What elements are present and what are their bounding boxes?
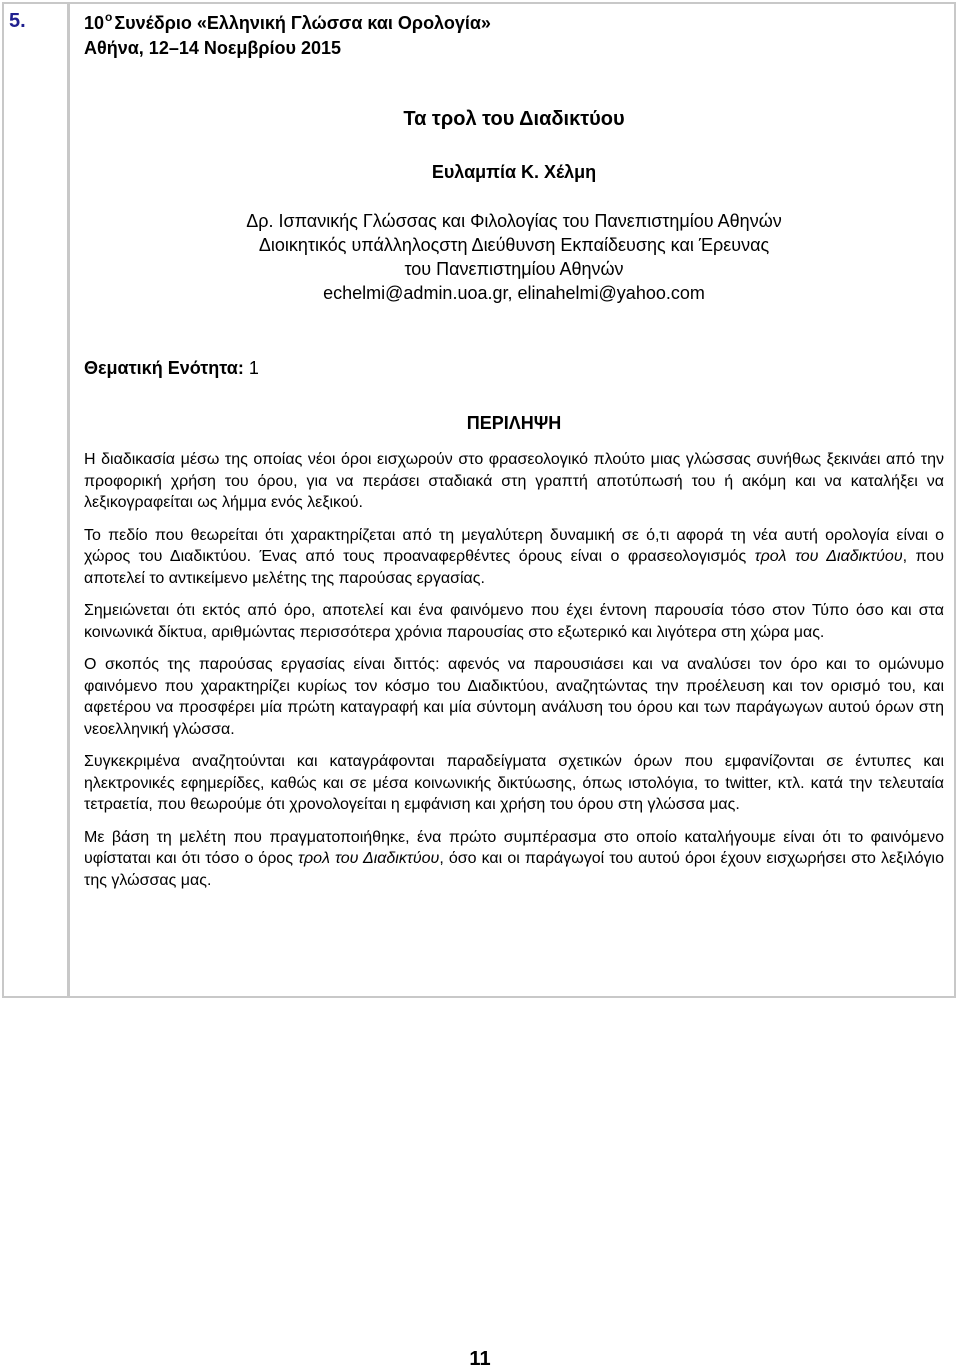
paragraph-2-text-b: , που αποτελεί το αντικείμενο μελέτης της παρούσας εργασίας. — [84, 548, 944, 587]
thematic-unit-value: 1 — [248, 358, 259, 378]
author-name: Ευλαμπία Κ. Χέλμη — [431, 162, 597, 182]
abstract-paragraph-6 — [84, 827, 944, 892]
author-emails: echelmi@admin.uoa.gr, elinahelmi@yahoo.com — [323, 283, 705, 303]
paragraph-6-italic-term: τρολ του Διαδικτύου — [298, 850, 440, 867]
abstract-body — [84, 449, 944, 902]
paragraph-6-text-b: , όσο και οι παράγωγοί του αυτού όροι έχουν εισχωρήσει στο λεξιλόγιο της γλώσσας μας. — [84, 850, 944, 889]
conference-title — [84, 10, 491, 34]
thematic-unit — [84, 358, 259, 379]
page-number: 11 — [469, 1348, 491, 1370]
abstract-paragraph-2 — [84, 525, 944, 590]
abstract-paragraph-4: Ο σκοπός της παρούσας εργασίας είναι διττός: αφενός να παρουσιάσει και να αναλύσει τον όρο και το ομώνυμο φαινόμενο που χαρακτηρίζει κυρίως τον κόσμο του Διαδικτύου, αναζητώντας την προέλευση και τον ορισμό του, και αφετέρου να προσφέρει μία πρώτη καταγραφή και μία σύντομη ανάλυση του όρου και των παράγωγων αυτού όρων στη νεοελληνική γλώσσα. — [84, 656, 944, 738]
affiliation-line-2: Διοικητικός υπάλληλοςστη Διεύθυνση Εκπαίδευσης και Έρευνας — [258, 235, 770, 255]
paragraph-2-text-a: Το πεδίο που θεωρείται ότι χαρακτηρίζεται από τη μεγαλύτερη δυναμική σε ό,τι αφορά τη νέα αυτή ορολογία είναι ο χώρος του Διαδικτύου. Ένας από τους προαναφερθέντες όρους είναι ο φρασεολογισμός — [84, 526, 944, 565]
abstract-paragraph-1: Η διαδικασία μέσω της οποίας νέοι όροι εισχωρούν στο φρασεολογικό πλούτο μιας γλώσσας συνήθως ξεκινάει από την προφορική χρήση του όρου, για να περάσει σταδιακά στη γραπτή αποτύπωσή του ή ακόμη και να καταλήξει να λεξικογραφείται ως λήμμα ενός λεξικού. — [84, 451, 944, 511]
abstract-paragraph-3: Σημειώνεται ότι εκτός από όρο, αποτελεί και ένα φαινόμενο που έχει έντονη παρουσία τόσο στον Τύπο όσο και στα κοινωνικά δίκτυα, αριθμώντας περισσότερα χρόνια παρουσίας στο εξωτερικό και λιγότερα στη χώρα μας. — [84, 602, 944, 641]
thematic-unit-label: Θεματική Ενότητα: — [84, 358, 244, 378]
affiliation-line-3: του Πανεπιστημίου Αθηνών — [404, 259, 624, 279]
conference-number: 10 — [84, 13, 105, 33]
abstract-heading: ΠΕΡΙΛΗΨΗ — [466, 413, 562, 433]
paper-title: Τα τρολ του Διαδικτύου — [403, 108, 625, 130]
conference-ordinal: ο — [105, 10, 113, 24]
conference-name: Συνέδριο «Ελληνική Γλώσσα και Ορολογία» — [114, 13, 491, 33]
section-number: 5. — [9, 10, 26, 32]
section-number-column — [2, 2, 70, 998]
abstract-paragraph-5: Συγκεκριμένα αναζητούνται και καταγράφονται παραδείγματα σχετικών όρων που εμφανίζονται σε έντυπες και ηλεκτρονικές εφημερίδες, καθώς και σε μέσα κοινωνικής δικτύωσης, όπως ιστολόγια, το twitter, κτλ. κατά την τελευταία τετραετία, που θεωρούμε ότι χρονολογείται η εμφάνιση και χρήση του όρου στη γλώσσα μας. — [84, 753, 944, 813]
conference-date: Αθήνα, 12–14 Νοεμβρίου 2015 — [84, 38, 342, 58]
paragraph-6-text-a: Με βάση τη μελέτη που πραγματοποιήθηκε, ένα πρώτο συμπέρασμα στο οποίο καταλήγουμε είναι ότι το φαινόμενο υφίσταται και ότι τόσο ο όρος — [84, 828, 944, 867]
paragraph-2-italic-term: τρολ του Διαδικτύου — [754, 548, 903, 565]
affiliation-line-1: Δρ. Ισπανικής Γλώσσας και Φιλολογίας του Πανεπιστημίου Αθηνών — [246, 211, 782, 231]
